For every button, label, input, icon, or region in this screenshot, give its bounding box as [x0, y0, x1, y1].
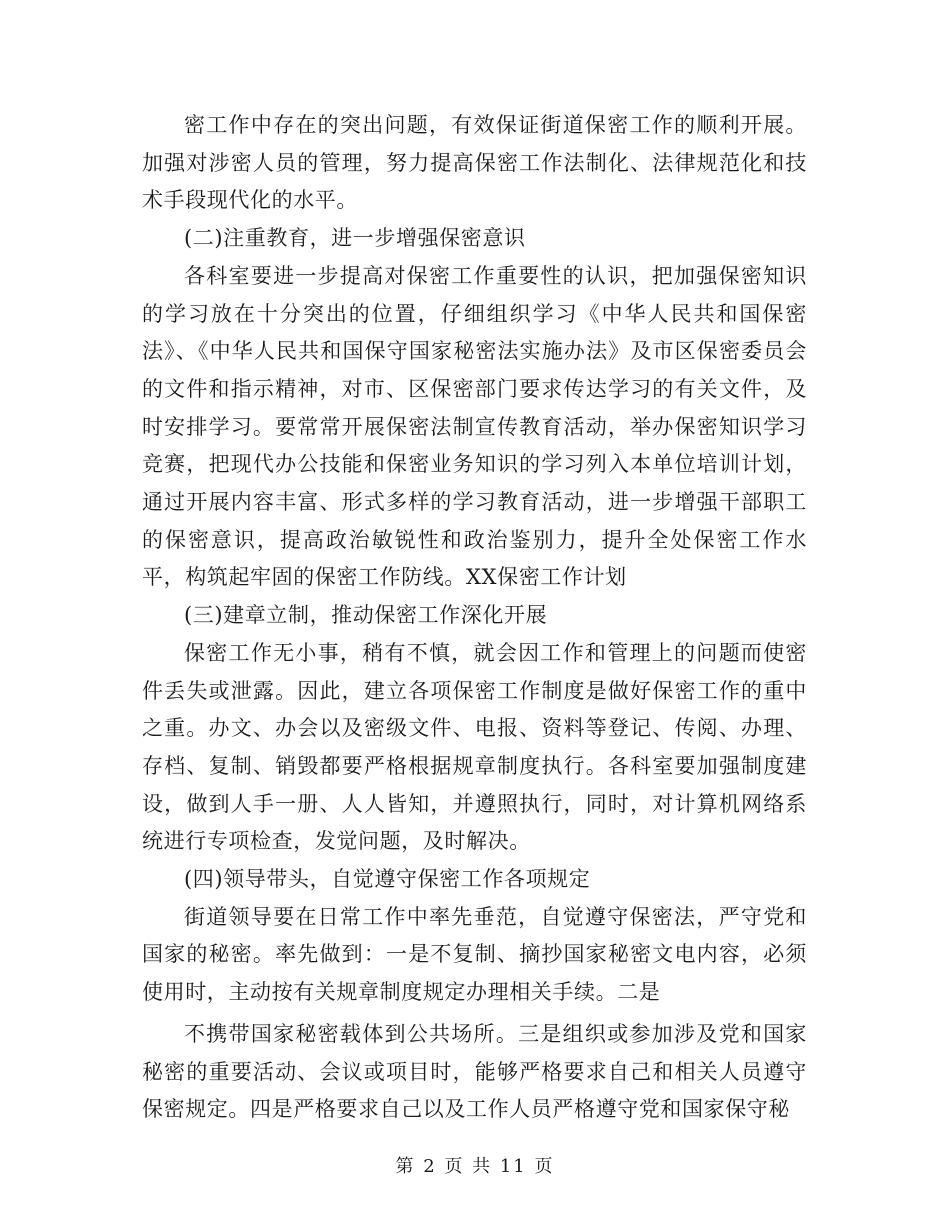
paragraph-education: 各科室要进一步提高对保密工作重要性的认识，把加强保密知识的学习放在十分突出的位置，仔细组织学习《中华人民共和国保密法》、《中华人民共和国保守国家秘密法实施办法》及市区保密委员会的文件和指示精神，对市、区保密部门要求传达学习的有关文件，及时安排学习。要常常开展保密法制宣传教育活动，举办保密知识学习竞赛，把现代办公技能和保密业务知识的学习列入本单位培训计划，通过开展内容丰富、形式多样的学习教育活动，进一步增强干部职工的保密意识，提高政治敏锐性和政治鉴别力，提升全处保密工作水平，构筑起牢固的保密工作防线。XX保密工作计划 [142, 263, 807, 590]
section-heading-3: (三)建章立制，推动保密工作深化开展 [184, 603, 548, 628]
document-body [142, 107, 807, 1129]
paragraph-leadership: 街道领导要在日常工作中率先垂范，自觉遵守保密法，严守党和国家的秘密。率先做到：一是不复制、摘抄国家秘密文电内容，必须使用时，主动按有关规章制度规定办理相关手续。二是 [142, 904, 807, 1005]
section-heading-4: (四)领导带头，自觉遵守保密工作各项规定 [184, 867, 591, 892]
paragraph-intro: 密工作中存在的突出问题，有效保证街道保密工作的顺利开展。加强对涉密人员的管理，努力提高保密工作法制化、法律规范化和技术手段现代化的水平。 [142, 113, 807, 213]
section-heading-2: (二)注重教育，进一步增强保密意识 [184, 226, 526, 251]
paragraph-leadership-continued: 不携带国家秘密载体到公共场所。三是组织或参加涉及党和国家秘密的重要活动、会议或项目时，能够严格要求自己和相关人员遵守保密规定。四是严格要求自己以及工作人员严格遵守党和国家保守秘 [142, 1021, 807, 1122]
page-number-footer: 第 2 页 共 11 页 [395, 1156, 555, 1177]
paragraph-regulations: 保密工作无小事，稍有不慎，就会因工作和管理上的问题而使密件丢失或泄露。因此，建立各项保密工作制度是做好保密工作的重中之重。办文、办会以及密级文件、电报、资料等登记、传阅、办理、存档、复制、销毁都要严格根据规章制度执行。各科室要加强制度建设，做到人手一册、人人皆知，并遵照执行，同时，对计算机网络系统进行专项检查，发觉问题，及时解决。 [142, 640, 807, 854]
